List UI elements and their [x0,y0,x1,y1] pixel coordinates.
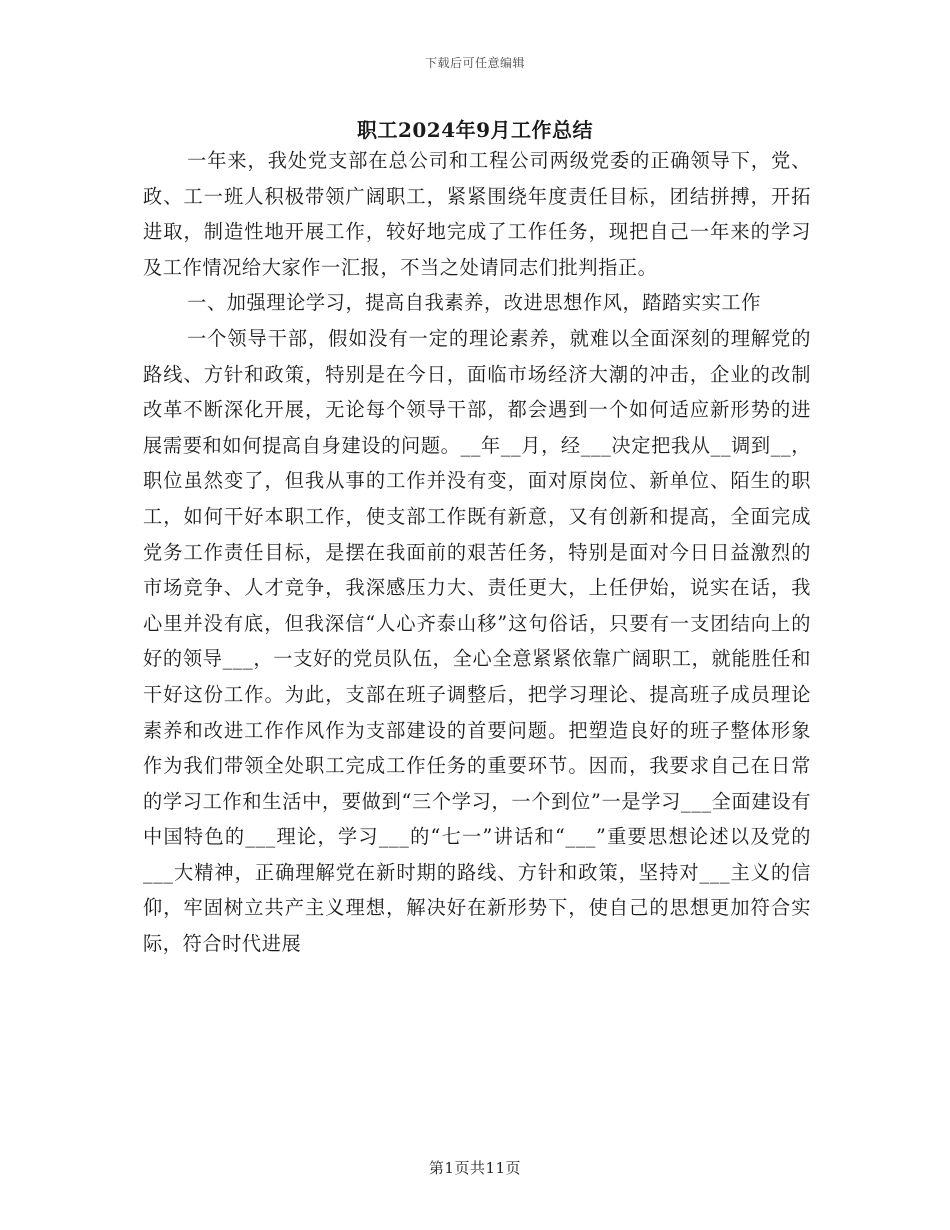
page-header-note: 下载后可任意编辑 [424,56,525,70]
paragraph-section-1: 一个领导干部，假如没有一定的理论素养，就难以全面深刻的理解党的路线、方针和政策，特别是在今日，面临市场经济大潮的冲击，企业的改制改革不断深化开展，无论每个领导干部，都会遇到一个如何适应新形势的进展需要和如何提高自身建设的问题。__年__月，经___决定把我从__调到__，职位虽然变了，但我从事的工作并没有变，面对原岗位、新单位、陌生的职工，如何干好本职工作，使支部工作既有新意，又有创新和提高，全面完成党务工作责任目标，是摆在我面前的艰苦任务，特别是面对今日日益激烈的市场竞争、人才竞争，我深感压力大、责任更大，上任伊始，说实在话，我心里并没有底，但我深信“人心齐泰山移”这句俗话，只要有一支团结向上的好的领导___，一支好的党员队伍，全心全意紧紧依靠广阔职工，就能胜任和干好这份工作。为此，支部在班子调整后，把学习理论、提高班子成员理论素养和改进工作作风作为支部建设的首要问题。把塑造良好的班子整体形象作为我们带领全处职工完成工作任务的重要环节。因而，我要求自己在日常的学习工作和生活中，要做到“三个学习，一个到位”一是学习___全面建设有中国特色的___理论，学习___的“七一”讲话和“___”重要思想论述以及党的___大精神，正确理解党在新时期的路线、方针和政策，坚持对___主义的信仰，牢固树立共产主义理想，解决好在新形势下，使自己的思想更加符合实际，符合时代进展 [143,326,811,956]
page-footer-number: 第1页共11页 [428,1159,522,1177]
section-heading-1: 一、加强理论学习，提高自我素养，改进思想作风，踏踏实实工作 [187,291,761,315]
document-body [143,143,811,962]
document-title: 职工2024年9月工作总结 [356,118,594,142]
paragraph-intro: 一年来，我处党支部在总公司和工程公司两级党委的正确领导下，党、政、工一班人积极带领广阔职工，紧紧围绕年度责任目标，团结拼搏，开拓进取，制造性地开展工作，较好地完成了工作任务，现把自己一年来的学习及工作情况给大家作一汇报，不当之处请同志们批判指正。 [143,149,811,279]
